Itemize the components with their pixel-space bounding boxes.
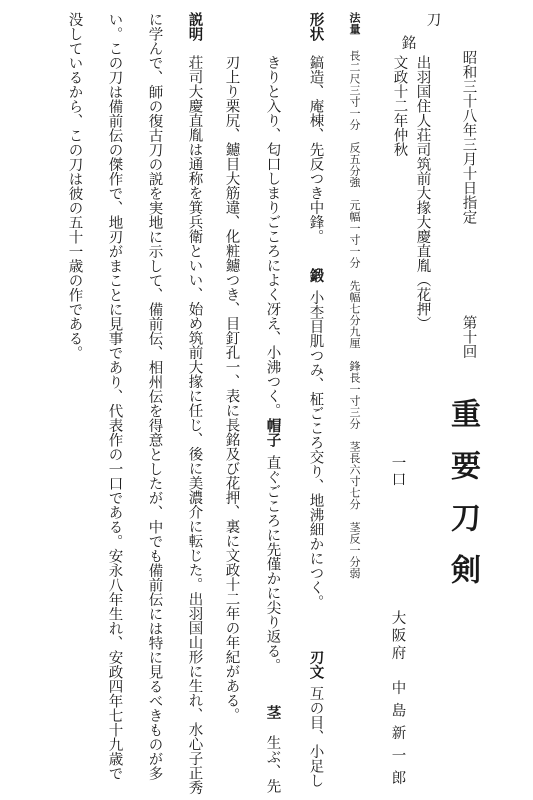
nakago-text: 生ぶ、先 xyxy=(264,735,281,793)
hamon-text: 互の目、小足し xyxy=(307,686,324,788)
owner-prefecture: 大阪府 xyxy=(389,610,406,663)
owner-name: 中島新一郎 xyxy=(389,680,406,793)
page-title: 重要刀剣 xyxy=(445,398,480,606)
designation-date: 昭和三十八年三月十日指定 xyxy=(460,50,477,224)
keijo-text: 鎬造、庵棟、先反つき中鋒。 xyxy=(307,55,324,244)
keijo-label: 形状 xyxy=(307,12,325,41)
measure-label: 法量 xyxy=(348,12,361,35)
mei-label: 銘 xyxy=(399,35,416,50)
body-line-1: きりと入り、匂口しまりごころによく冴え、小沸つく。 xyxy=(264,55,281,418)
boshi-text: 直ぐごころに先僅かに尖り返る。 xyxy=(264,455,281,673)
kitae-label: 鍛 xyxy=(307,268,325,283)
kitae-text: 小杢目肌つみ、柾ごころ交り、地沸細かにつく。 xyxy=(307,290,324,609)
sword-type-label: 刀 xyxy=(424,12,441,27)
measure-text: 長二尺三寸一分 反五分強 元幅一寸一分 先幅七分九厘 鋒長一寸三分 茎長六寸七分 茎反一分弱 xyxy=(348,50,361,579)
mei-line-1: 出羽国住人荘司筑前大掾大慶直胤（花押） xyxy=(414,55,431,331)
setsumei-line-2: に学んで、師の復古刀の説を実地に示して、備前伝、相州伝を得意としたが、中でも備前伝には特に見るべきものが多 xyxy=(146,12,163,781)
item-count: 一口 xyxy=(389,455,406,488)
boshi-label: 帽子 xyxy=(264,418,282,447)
setsumei-line-1: 荘司大慶直胤は通称を箕兵衛といい、始め筑前大掾に任じ、後に美濃介に転じた。出羽国山形に生れ、水心子正秀 xyxy=(186,55,203,795)
hamon-label: 刃文 xyxy=(307,650,325,679)
edition-number: 第十回 xyxy=(460,315,477,359)
mei-line-2: 文政十二年仲秋 xyxy=(391,55,408,157)
setsumei-line-4: 没しているから、この刀は彼の五十一歳の作である。 xyxy=(66,12,83,360)
nakago-label: 茎 xyxy=(264,705,282,720)
setsumei-label: 説明 xyxy=(186,12,204,41)
setsumei-line-3: い。この刀は備前伝の傑作で、地刃がまことに見事であり、代表作の一口である。安永八年生れ、安政四年七十九歳で xyxy=(106,12,123,781)
body-line-2: 刃上り栗尻、鑢目大筋違、化粧鑢つき、目釘孔一、表に長銘及び花押、裏に文政十二年の年紀がある。 xyxy=(223,55,240,722)
